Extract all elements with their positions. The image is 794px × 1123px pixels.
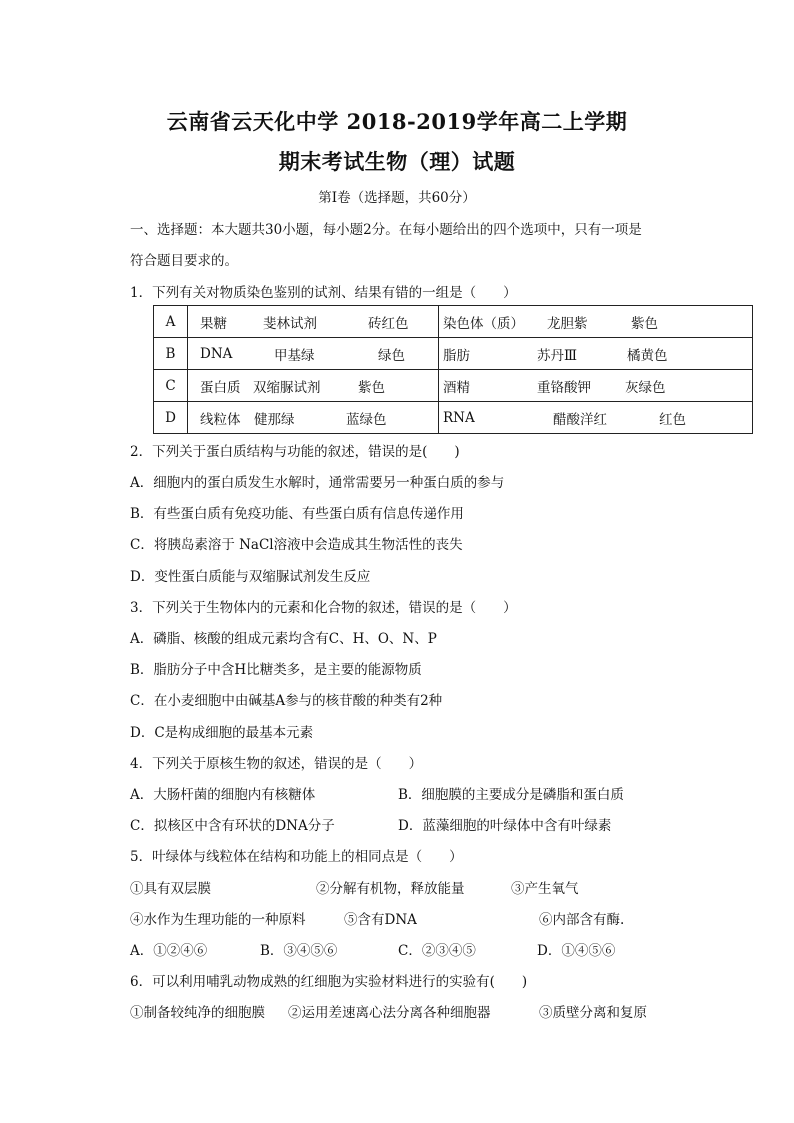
table-row [154, 306, 753, 338]
table-cell: 砖红色 [368, 315, 409, 332]
table-cell: 果糖 [200, 315, 227, 332]
question-3-option-d: D．C是构成细胞的最基本元素 [130, 725, 314, 741]
question-5-item: ④水作为生理功能的一种原料 [130, 912, 306, 928]
table-cell: 染色体（质） [443, 315, 524, 332]
table-cell: 红色 [659, 411, 686, 428]
table-cell: 蓝绿色 [346, 411, 387, 428]
question-5-option-c: C．②③④⑤ [398, 943, 476, 959]
exam-title: 云南省云天化中学 2018-2019学年高二上学期 [166, 109, 628, 134]
row-label: A [165, 313, 176, 330]
table-row [154, 370, 753, 402]
table-cell: 龙胆紫 [547, 315, 588, 332]
table-cell: 紫色 [631, 315, 658, 332]
question-1-table [153, 305, 753, 434]
question-3-option-b: B．脂肪分子中含H比糖类多，是主要的能源物质 [130, 662, 422, 678]
question-2-option-c: C．将胰岛素溶于 NaCl溶液中会造成其生物活性的丧失 [130, 537, 463, 553]
question-3-option-c: C．在小麦细胞中由碱基A参与的核苷酸的种类有2种 [130, 693, 443, 709]
question-5-item: ①具有双层膜 [130, 881, 211, 897]
question-2-option-a: A．细胞内的蛋白质发生水解时，通常需要另一种蛋白质的参与 [130, 475, 505, 491]
question-5-option-a: A．①②④⑥ [130, 943, 208, 959]
exam-subtitle: 期末考试生物（理）试题 [278, 149, 516, 174]
question-4-option-b: B．细胞膜的主要成分是磷脂和蛋白质 [398, 787, 624, 803]
row-label: D [165, 409, 176, 426]
table-cell: 酒精 [443, 379, 470, 396]
table-cell: DNA [200, 345, 233, 362]
section-label: 第Ⅰ卷（选择题，共60分） [318, 190, 476, 206]
question-6-item: ③质壁分离和复原 [539, 1005, 647, 1021]
table-cell: RNA [443, 409, 475, 426]
table-cell: 紫色 [358, 379, 385, 396]
question-6-item: ②运用差速离心法分离各种细胞器 [288, 1005, 491, 1021]
table-cell: 蛋白质 [200, 379, 241, 396]
table-row [154, 402, 753, 434]
table-cell: 线粒体 [200, 411, 241, 428]
table-cell: 甲基绿 [274, 347, 315, 364]
row-label: C [165, 377, 176, 394]
table-cell: 脂肪 [443, 347, 470, 364]
question-5-item: ⑤含有DNA [344, 912, 417, 928]
table-cell: 醋酸洋红 [553, 411, 607, 428]
row-label: B [165, 345, 176, 362]
question-2-option-d: D．变性蛋白质能与双缩脲试剂发生反应 [130, 569, 371, 585]
table-cell: 重铬酸钾 [537, 379, 591, 396]
question-4-option-a: A．大肠杆菌的细胞内有核糖体 [130, 787, 316, 803]
question-5-option-b: B．③④⑤⑥ [260, 943, 338, 959]
question-5-item: ⑥内部含有酶. [539, 912, 625, 928]
question-1-stem: 1．下列有关对物质染色鉴别的试剂、结果有错的一组是（ ） [130, 285, 517, 301]
question-5-stem: 5．叶绿体与线粒体在结构和功能上的相同点是（ ） [130, 849, 463, 865]
question-2-option-b: B．有些蛋白质有免疫功能、有些蛋白质有信息传递作用 [130, 506, 464, 522]
question-4-option-c: C．拟核区中含有环状的DNA分子 [130, 818, 335, 834]
question-5-item: ③产生氧气 [511, 881, 579, 897]
instructions-line-2: 符合题目要求的。 [130, 253, 238, 269]
table-cell: 双缩脲试剂 [253, 379, 321, 396]
table-row [154, 338, 753, 370]
table-cell: 灰绿色 [625, 379, 666, 396]
question-6-stem: 6．可以利用哺乳动物成熟的红细胞为实验材料进行的实验有( ) [130, 974, 528, 990]
question-4-stem: 4．下列关于原核生物的叙述，错误的是（ ） [130, 756, 423, 772]
question-5-item: ②分解有机物，释放能量 [316, 881, 465, 897]
table-cell: 健那绿 [254, 411, 295, 428]
table-cell: 绿色 [378, 347, 405, 364]
question-5-option-d: D．①④⑤⑥ [537, 943, 616, 959]
instructions-line-1: 一、选择题：本大题共30小题，每小题2分。在每小题给出的四个选项中，只有一项是 [130, 222, 642, 238]
table-cell: 苏丹Ⅲ [537, 347, 578, 364]
question-6-item: ①制备较纯净的细胞膜 [130, 1005, 265, 1021]
question-4-option-d: D．蓝藻细胞的叶绿体中含有叶绿素 [398, 818, 612, 834]
table-cell: 橘黄色 [627, 347, 668, 364]
question-3-stem: 3．下列关于生物体内的元素和化合物的叙述，错误的是（ ） [130, 600, 517, 616]
table-cell: 斐林试剂 [263, 315, 317, 332]
question-3-option-a: A．磷脂、核酸的组成元素均含有C、H、O、N、P [130, 631, 437, 647]
question-2-stem: 2．下列关于蛋白质结构与功能的叙述，错误的是( ) [130, 444, 460, 460]
